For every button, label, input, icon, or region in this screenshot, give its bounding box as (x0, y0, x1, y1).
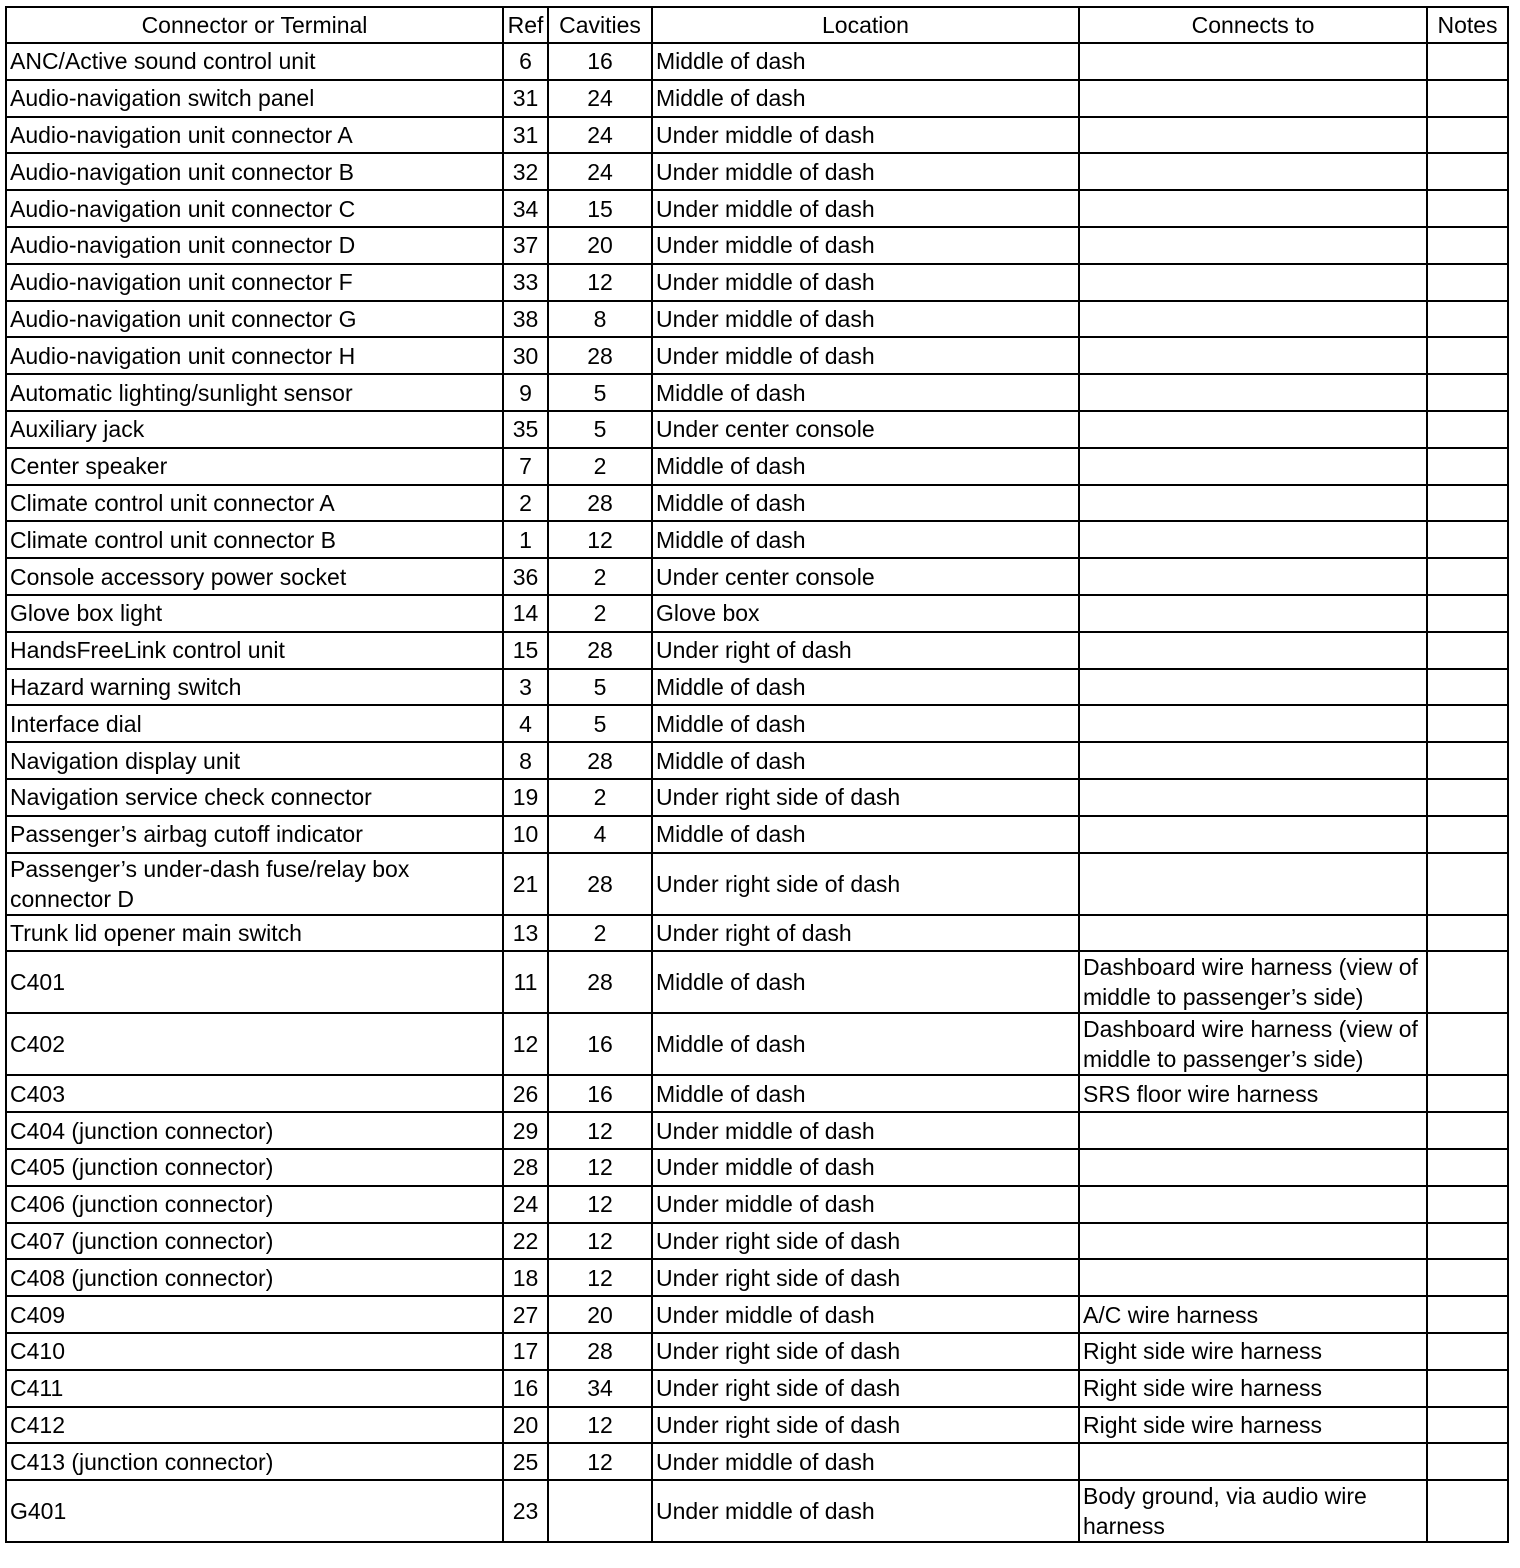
cell-cavities: 5 (548, 411, 652, 448)
cell-connector: Audio-navigation unit connector H (6, 337, 503, 374)
cell-location: Under middle of dash (652, 1186, 1079, 1223)
table-row (6, 264, 1508, 301)
cell-cavities: 2 (548, 558, 652, 595)
cell-connector: Audio-navigation unit connector B (6, 153, 503, 190)
cell-connects-to (1079, 521, 1427, 558)
cell-connector: Glove box light (6, 595, 503, 632)
cell-connects-to (1079, 264, 1427, 301)
cell-cavities: 12 (548, 264, 652, 301)
cell-notes (1427, 1407, 1508, 1444)
table-row (6, 337, 1508, 374)
table-row (6, 951, 1508, 1013)
table-row (6, 705, 1508, 742)
connector-table-container (5, 6, 1509, 1543)
cell-ref: 11 (503, 951, 548, 1013)
cell-cavities: 20 (548, 227, 652, 264)
cell-cavities: 12 (548, 1149, 652, 1186)
cell-ref: 21 (503, 853, 548, 915)
cell-connects-to (1079, 595, 1427, 632)
table-row (6, 1013, 1508, 1075)
column-header-notes: Notes (1427, 7, 1508, 43)
cell-connects-to (1079, 374, 1427, 411)
cell-notes (1427, 632, 1508, 669)
column-header-cavities: Cavities (548, 7, 652, 43)
cell-ref: 3 (503, 669, 548, 706)
cell-connector: Climate control unit connector A (6, 485, 503, 522)
cell-ref: 18 (503, 1259, 548, 1296)
cell-connector: C402 (6, 1013, 503, 1075)
cell-connects-to (1079, 301, 1427, 338)
cell-ref: 37 (503, 227, 548, 264)
cell-connects-to (1079, 669, 1427, 706)
cell-cavities: 24 (548, 117, 652, 154)
table-row (6, 1370, 1508, 1407)
table-row (6, 1075, 1508, 1112)
cell-connects-to (1079, 227, 1427, 264)
table-row (6, 80, 1508, 117)
cell-cavities: 2 (548, 448, 652, 485)
cell-notes (1427, 1075, 1508, 1112)
cell-cavities: 2 (548, 915, 652, 952)
table-row (6, 411, 1508, 448)
cell-ref: 16 (503, 1370, 548, 1407)
cell-connects-to (1079, 632, 1427, 669)
cell-connector: C408 (junction connector) (6, 1259, 503, 1296)
table-row (6, 1149, 1508, 1186)
cell-location: Under right side of dash (652, 1407, 1079, 1444)
table-row (6, 1333, 1508, 1370)
cell-ref: 30 (503, 337, 548, 374)
cell-ref: 12 (503, 1013, 548, 1075)
table-row (6, 853, 1508, 915)
cell-cavities: 12 (548, 1259, 652, 1296)
cell-connects-to (1079, 485, 1427, 522)
cell-cavities: 34 (548, 1370, 652, 1407)
cell-location: Middle of dash (652, 448, 1079, 485)
cell-connects-to (1079, 1186, 1427, 1223)
cell-location: Middle of dash (652, 742, 1079, 779)
cell-ref: 33 (503, 264, 548, 301)
cell-notes (1427, 80, 1508, 117)
cell-connects-to (1079, 190, 1427, 227)
cell-connector: C411 (6, 1370, 503, 1407)
table-row (6, 1443, 1508, 1480)
cell-cavities: 28 (548, 853, 652, 915)
cell-ref: 26 (503, 1075, 548, 1112)
cell-connects-to: Body ground, via audio wire harness (1079, 1480, 1427, 1542)
cell-cavities: 4 (548, 816, 652, 853)
cell-cavities (548, 1480, 652, 1542)
cell-location: Under middle of dash (652, 1296, 1079, 1333)
table-row (6, 153, 1508, 190)
cell-notes (1427, 1013, 1508, 1075)
cell-connector: Audio-navigation unit connector D (6, 227, 503, 264)
cell-ref: 15 (503, 632, 548, 669)
table-row (6, 1480, 1508, 1542)
cell-cavities: 2 (548, 779, 652, 816)
cell-notes (1427, 411, 1508, 448)
cell-connector: Audio-navigation unit connector F (6, 264, 503, 301)
cell-notes (1427, 1370, 1508, 1407)
cell-notes (1427, 227, 1508, 264)
cell-connects-to (1079, 80, 1427, 117)
cell-notes (1427, 1443, 1508, 1480)
cell-connects-to (1079, 1112, 1427, 1149)
cell-location: Under middle of dash (652, 1480, 1079, 1542)
cell-location: Under right side of dash (652, 853, 1079, 915)
cell-connects-to (1079, 705, 1427, 742)
cell-notes (1427, 951, 1508, 1013)
table-row (6, 669, 1508, 706)
cell-notes (1427, 337, 1508, 374)
cell-location: Under center console (652, 558, 1079, 595)
cell-location: Under right side of dash (652, 779, 1079, 816)
cell-ref: 22 (503, 1223, 548, 1260)
cell-ref: 29 (503, 1112, 548, 1149)
cell-cavities: 5 (548, 374, 652, 411)
cell-cavities: 12 (548, 1223, 652, 1260)
cell-location: Under right side of dash (652, 1333, 1079, 1370)
cell-cavities: 28 (548, 742, 652, 779)
cell-notes (1427, 374, 1508, 411)
cell-notes (1427, 558, 1508, 595)
table-row (6, 1407, 1508, 1444)
cell-ref: 32 (503, 153, 548, 190)
cell-cavities: 5 (548, 669, 652, 706)
cell-cavities: 15 (548, 190, 652, 227)
cell-ref: 19 (503, 779, 548, 816)
cell-connects-to (1079, 1149, 1427, 1186)
cell-cavities: 12 (548, 521, 652, 558)
cell-location: Under middle of dash (652, 264, 1079, 301)
cell-location: Middle of dash (652, 816, 1079, 853)
cell-ref: 17 (503, 1333, 548, 1370)
cell-notes (1427, 117, 1508, 154)
cell-cavities: 28 (548, 485, 652, 522)
cell-connector: Navigation service check connector (6, 779, 503, 816)
cell-cavities: 16 (548, 43, 652, 80)
cell-connects-to (1079, 117, 1427, 154)
cell-cavities: 12 (548, 1186, 652, 1223)
cell-ref: 9 (503, 374, 548, 411)
table-row (6, 595, 1508, 632)
cell-connects-to: SRS floor wire harness (1079, 1075, 1427, 1112)
cell-connects-to (1079, 43, 1427, 80)
cell-connector: C409 (6, 1296, 503, 1333)
cell-cavities: 16 (548, 1075, 652, 1112)
cell-connects-to: Right side wire harness (1079, 1370, 1427, 1407)
cell-location: Middle of dash (652, 43, 1079, 80)
cell-connects-to (1079, 153, 1427, 190)
cell-connects-to: Dashboard wire harness (view of middle to passenger’s side) (1079, 1013, 1427, 1075)
cell-connects-to (1079, 558, 1427, 595)
table-row (6, 1296, 1508, 1333)
cell-ref: 2 (503, 485, 548, 522)
cell-ref: 14 (503, 595, 548, 632)
cell-notes (1427, 816, 1508, 853)
cell-location: Middle of dash (652, 669, 1079, 706)
cell-cavities: 12 (548, 1443, 652, 1480)
cell-notes (1427, 448, 1508, 485)
table-row (6, 1186, 1508, 1223)
cell-ref: 23 (503, 1480, 548, 1542)
cell-connects-to (1079, 448, 1427, 485)
cell-ref: 25 (503, 1443, 548, 1480)
table-row (6, 779, 1508, 816)
cell-connector: Trunk lid opener main switch (6, 915, 503, 952)
cell-notes (1427, 669, 1508, 706)
cell-location: Middle of dash (652, 485, 1079, 522)
cell-notes (1427, 779, 1508, 816)
table-row (6, 1223, 1508, 1260)
cell-connects-to (1079, 853, 1427, 915)
cell-connects-to: Right side wire harness (1079, 1407, 1427, 1444)
cell-ref: 31 (503, 80, 548, 117)
table-row (6, 374, 1508, 411)
cell-cavities: 24 (548, 80, 652, 117)
cell-location: Middle of dash (652, 521, 1079, 558)
cell-notes (1427, 153, 1508, 190)
cell-notes (1427, 264, 1508, 301)
cell-connector: Navigation display unit (6, 742, 503, 779)
cell-notes (1427, 853, 1508, 915)
cell-connector: C401 (6, 951, 503, 1013)
column-header-ref: Ref (503, 7, 548, 43)
cell-location: Under middle of dash (652, 1112, 1079, 1149)
cell-cavities: 20 (548, 1296, 652, 1333)
cell-ref: 31 (503, 117, 548, 154)
cell-connector: Interface dial (6, 705, 503, 742)
cell-location: Middle of dash (652, 80, 1079, 117)
cell-connector: Automatic lighting/sunlight sensor (6, 374, 503, 411)
cell-cavities: 28 (548, 951, 652, 1013)
cell-cavities: 8 (548, 301, 652, 338)
table-row (6, 485, 1508, 522)
cell-connector: G401 (6, 1480, 503, 1542)
cell-connector: Console accessory power socket (6, 558, 503, 595)
cell-notes (1427, 43, 1508, 80)
column-header-connects-to: Connects to (1079, 7, 1427, 43)
cell-connects-to (1079, 915, 1427, 952)
cell-location: Under right side of dash (652, 1259, 1079, 1296)
cell-notes (1427, 1149, 1508, 1186)
cell-connector: Center speaker (6, 448, 503, 485)
cell-location: Middle of dash (652, 705, 1079, 742)
cell-notes (1427, 190, 1508, 227)
cell-connects-to (1079, 816, 1427, 853)
cell-location: Middle of dash (652, 374, 1079, 411)
table-row (6, 301, 1508, 338)
cell-location: Under right of dash (652, 915, 1079, 952)
cell-ref: 4 (503, 705, 548, 742)
cell-connector: Hazard warning switch (6, 669, 503, 706)
cell-notes (1427, 742, 1508, 779)
cell-cavities: 28 (548, 632, 652, 669)
cell-connector: Audio-navigation unit connector A (6, 117, 503, 154)
cell-ref: 28 (503, 1149, 548, 1186)
cell-notes (1427, 1259, 1508, 1296)
table-row (6, 558, 1508, 595)
cell-cavities: 12 (548, 1407, 652, 1444)
cell-notes (1427, 301, 1508, 338)
cell-location: Under middle of dash (652, 117, 1079, 154)
cell-connects-to (1079, 779, 1427, 816)
cell-connector: C405 (junction connector) (6, 1149, 503, 1186)
table-row (6, 1112, 1508, 1149)
cell-connects-to (1079, 411, 1427, 448)
cell-connects-to (1079, 1259, 1427, 1296)
cell-connector: C407 (junction connector) (6, 1223, 503, 1260)
table-row (6, 521, 1508, 558)
cell-location: Under center console (652, 411, 1079, 448)
cell-location: Under middle of dash (652, 153, 1079, 190)
table-row (6, 190, 1508, 227)
cell-connector: Audio-navigation unit connector C (6, 190, 503, 227)
table-row (6, 117, 1508, 154)
table-row (6, 227, 1508, 264)
cell-connects-to (1079, 742, 1427, 779)
cell-connects-to (1079, 337, 1427, 374)
cell-connector: Passenger’s under-dash fuse/relay box connector D (6, 853, 503, 915)
cell-notes (1427, 1112, 1508, 1149)
cell-location: Middle of dash (652, 1013, 1079, 1075)
cell-ref: 36 (503, 558, 548, 595)
cell-notes (1427, 485, 1508, 522)
cell-location: Under middle of dash (652, 1149, 1079, 1186)
cell-notes (1427, 1296, 1508, 1333)
cell-connector: C413 (junction connector) (6, 1443, 503, 1480)
table-row (6, 816, 1508, 853)
cell-ref: 6 (503, 43, 548, 80)
cell-connector: C406 (junction connector) (6, 1186, 503, 1223)
cell-connector: ANC/Active sound control unit (6, 43, 503, 80)
cell-ref: 24 (503, 1186, 548, 1223)
cell-ref: 10 (503, 816, 548, 853)
cell-cavities: 5 (548, 705, 652, 742)
cell-notes (1427, 521, 1508, 558)
cell-cavities: 28 (548, 337, 652, 374)
cell-connects-to: Right side wire harness (1079, 1333, 1427, 1370)
cell-location: Under middle of dash (652, 337, 1079, 374)
cell-ref: 34 (503, 190, 548, 227)
cell-connector: C403 (6, 1075, 503, 1112)
cell-connector: Passenger’s airbag cutoff indicator (6, 816, 503, 853)
table-row (6, 1259, 1508, 1296)
cell-location: Under middle of dash (652, 190, 1079, 227)
cell-ref: 13 (503, 915, 548, 952)
cell-notes (1427, 1186, 1508, 1223)
cell-connects-to: Dashboard wire harness (view of middle to passenger’s side) (1079, 951, 1427, 1013)
column-header-connector: Connector or Terminal (6, 7, 503, 43)
cell-ref: 38 (503, 301, 548, 338)
cell-connects-to: A/C wire harness (1079, 1296, 1427, 1333)
cell-cavities: 12 (548, 1112, 652, 1149)
cell-location: Under right of dash (652, 632, 1079, 669)
connector-table (5, 6, 1509, 1543)
cell-cavities: 24 (548, 153, 652, 190)
cell-connector: Climate control unit connector B (6, 521, 503, 558)
cell-location: Under right side of dash (652, 1223, 1079, 1260)
table-row (6, 448, 1508, 485)
cell-ref: 27 (503, 1296, 548, 1333)
cell-cavities: 2 (548, 595, 652, 632)
cell-notes (1427, 1480, 1508, 1542)
cell-connector: C404 (junction connector) (6, 1112, 503, 1149)
cell-connects-to (1079, 1443, 1427, 1480)
cell-cavities: 16 (548, 1013, 652, 1075)
cell-location: Under middle of dash (652, 227, 1079, 264)
cell-ref: 20 (503, 1407, 548, 1444)
cell-ref: 7 (503, 448, 548, 485)
cell-ref: 35 (503, 411, 548, 448)
table-row (6, 43, 1508, 80)
cell-notes (1427, 595, 1508, 632)
cell-location: Under middle of dash (652, 301, 1079, 338)
cell-notes (1427, 1333, 1508, 1370)
table-body (6, 43, 1508, 1542)
cell-connects-to (1079, 1223, 1427, 1260)
cell-connector: HandsFreeLink control unit (6, 632, 503, 669)
cell-ref: 1 (503, 521, 548, 558)
cell-location: Under middle of dash (652, 1443, 1079, 1480)
cell-connector: Auxiliary jack (6, 411, 503, 448)
cell-location: Middle of dash (652, 951, 1079, 1013)
column-header-location: Location (652, 7, 1079, 43)
cell-notes (1427, 915, 1508, 952)
cell-cavities: 28 (548, 1333, 652, 1370)
cell-location: Middle of dash (652, 1075, 1079, 1112)
cell-location: Glove box (652, 595, 1079, 632)
cell-notes (1427, 705, 1508, 742)
cell-ref: 8 (503, 742, 548, 779)
cell-notes (1427, 1223, 1508, 1260)
table-row (6, 742, 1508, 779)
table-row (6, 632, 1508, 669)
cell-connector: Audio-navigation unit connector G (6, 301, 503, 338)
cell-connector: C412 (6, 1407, 503, 1444)
table-header-row (6, 7, 1508, 43)
table-row (6, 915, 1508, 952)
cell-connector: C410 (6, 1333, 503, 1370)
cell-connector: Audio-navigation switch panel (6, 80, 503, 117)
cell-location: Under right side of dash (652, 1370, 1079, 1407)
